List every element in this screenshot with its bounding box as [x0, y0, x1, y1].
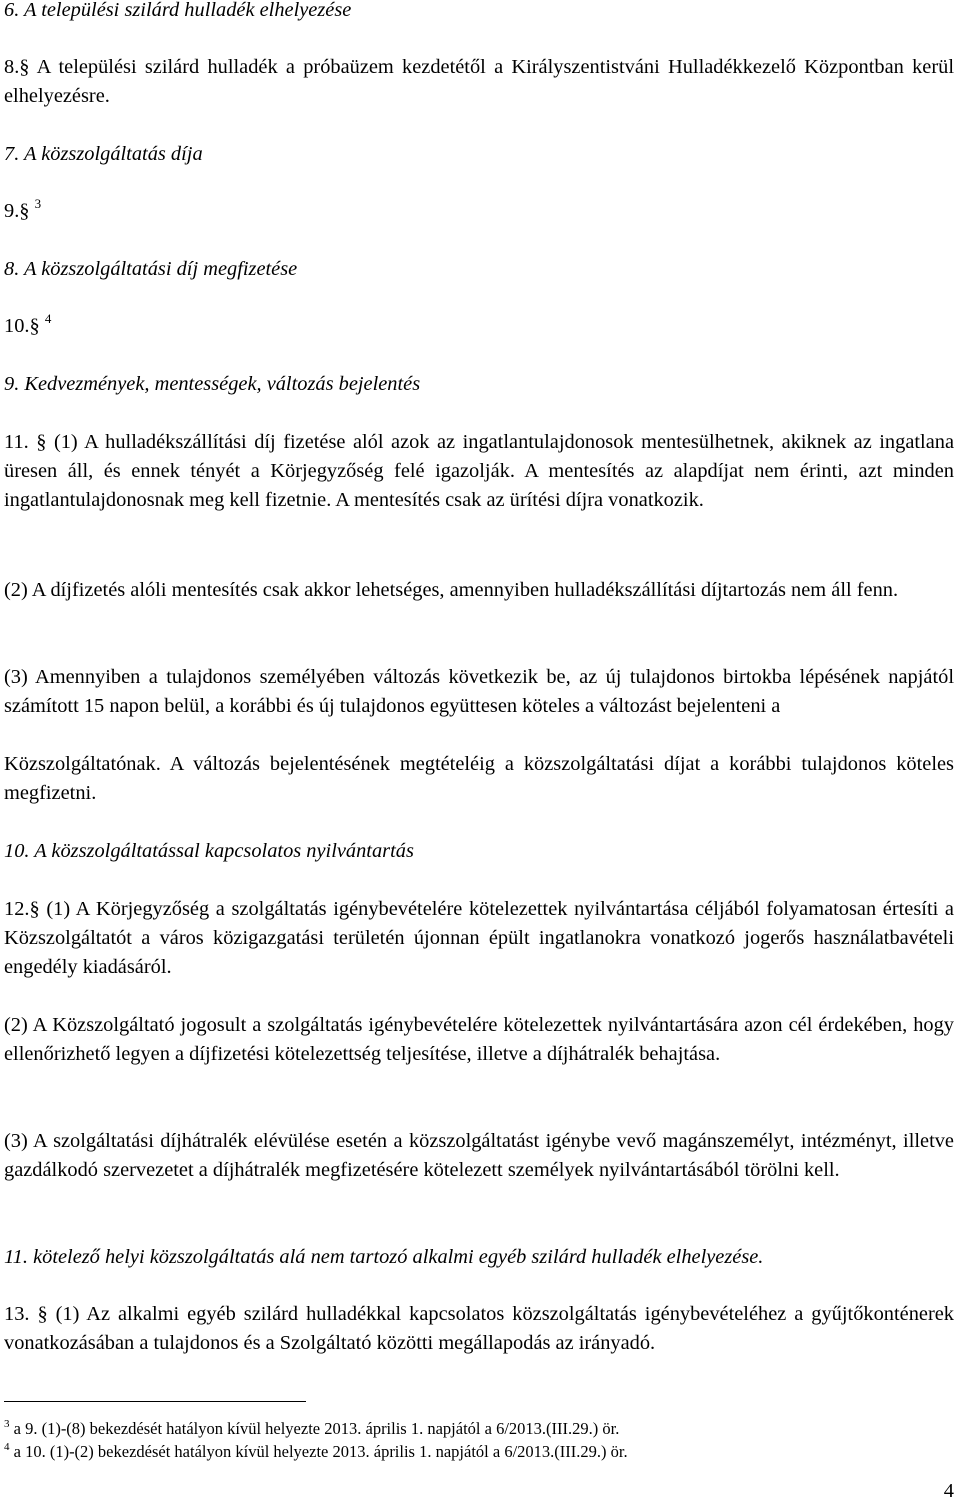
section-sign: §	[29, 898, 40, 920]
section-12-para-3: (3) A szolgáltatási díjhátralék elévülése esetén a közszolgáltatást igénybe vevő magánszemélyt, intézményt, illetve gazdálkodó szervezetet a díjhátralék megfizetésére kötelezett személyek nyilvántartásából törölni kell.	[4, 1130, 954, 1181]
section-8	[4, 53, 954, 111]
footnote-ref-4: 4	[44, 311, 52, 326]
section-13-para-1-text: (1) Az alkalmi egyéb szilárd hulladékkal kapcsolatos közszolgáltatás igénybevételéhez a gyűjtőkonténerek vonatkozásában a tulajdonos és a Szolgáltató közötti megállapodás az irányadó.	[4, 1303, 954, 1354]
section-8-label: 8.	[4, 56, 20, 78]
heading-8: 8. A közszolgáltatási díj megfizetése	[4, 258, 298, 280]
section-12-para-1	[4, 895, 954, 982]
section-11-para-2: (2) A díjfizetés alóli mentesítés csak akkor lehetséges, amennyiben hulladékszállítási díjtartozás nem áll fenn.	[4, 579, 899, 601]
footnote-separator	[4, 1401, 306, 1402]
footnote-4	[4, 1442, 954, 1462]
section-10-label: 10.	[4, 315, 30, 337]
heading-7: 7. A közszolgáltatás díja	[4, 143, 203, 165]
heading-6: 6. A települési szilárd hulladék elhelyezése	[4, 0, 352, 21]
footnote-3-marker: 3	[4, 1418, 10, 1430]
section-11-para-3: (3) Amennyiben a tulajdonos személyében változás következik be, az új tulajdonos birtokba lépésének napjától számított 15 napon belül, a korábbi és új tulajdonos együttesen köteles a változást bejelenteni a	[4, 666, 954, 717]
section-12-para-2: (2) A Közszolgáltató jogosult a szolgáltatás igénybevételére kötelezettek nyilvántartására azon cél érdekében, hogy ellenőrizhető legyen a díjfizetési kötelezettség teljesítése, illetve a díjhátralék behajtása.	[4, 1014, 954, 1065]
page-number: 4	[943, 1480, 954, 1502]
section-11-para-1-text: (1) A hulladékszállítási díj fizetése alól azok az ingatlantulajdonosok mentesülhetnek, akiknek az ingatlana üresen áll, és ennek tényét a Körjegyzőség felé igazolják. A mentesítés az alapdíjat nem érinti, azt minden ingatlantulajdonosnak meg kell fizetnie. A mentesítés csak az ürítési díjra vonatkozik.	[4, 431, 954, 511]
footnote-3-text: a 9. (1)-(8) bekezdését hatályon kívül helyezte 2013. április 1. napjától a 6/2013.(III.29.) ör.	[13, 1419, 620, 1438]
section-8-text: A települési szilárd hulladék a próbaüzem kezdetétől a Királyszentistváni Hulladékkezelő Központban kerül elhelyezésre.	[4, 56, 954, 107]
section-9-label: 9.	[4, 200, 20, 222]
section-sign: §	[36, 431, 47, 453]
section-sign: §	[37, 1303, 48, 1325]
section-sign: §	[19, 56, 30, 78]
section-11-para-1	[4, 428, 954, 515]
footnote-ref-3: 3	[34, 196, 42, 211]
section-10	[4, 312, 954, 341]
section-9	[4, 197, 954, 226]
section-13-para-1	[4, 1300, 954, 1358]
footnote-3	[4, 1419, 954, 1439]
section-sign: §	[29, 315, 40, 337]
heading-9: 9. Kedvezmények, mentességek, változás bejelentés	[4, 373, 421, 395]
section-sign: §	[19, 200, 30, 222]
section-12-para-1-text: (1) A Körjegyzőség a szolgáltatás igénybevételére kötelezettek nyilvántartása céljából folyamatosan értesíti a Közszolgáltatót a város közigazgatási területén újonnan épült ingatlanokra vonatkozó jogerős használatbavételi engedély kiadásáról.	[4, 898, 954, 978]
heading-10: 10. A közszolgáltatással kapcsolatos nyilvántartás	[4, 840, 414, 862]
section-12-label: 12.	[4, 898, 30, 920]
footnote-4-marker: 4	[4, 1441, 10, 1453]
heading-11: 11. kötelező helyi közszolgáltatás alá nem tartozó alkalmi egyéb szilárd hulladék elhelyezése.	[4, 1246, 764, 1268]
section-11-label: 11.	[4, 431, 29, 453]
footnote-4-text: a 10. (1)-(2) bekezdését hatályon kívül helyezte 2013. április 1. napjától a 6/2013.(III.29.) ör.	[13, 1442, 628, 1461]
section-11-para-3b: Közszolgáltatónak. A változás bejelentésének megtételéig a közszolgáltatási díjat a korábbi tulajdonos köteles megfizetni.	[4, 753, 954, 804]
section-13-label: 13.	[4, 1303, 30, 1325]
